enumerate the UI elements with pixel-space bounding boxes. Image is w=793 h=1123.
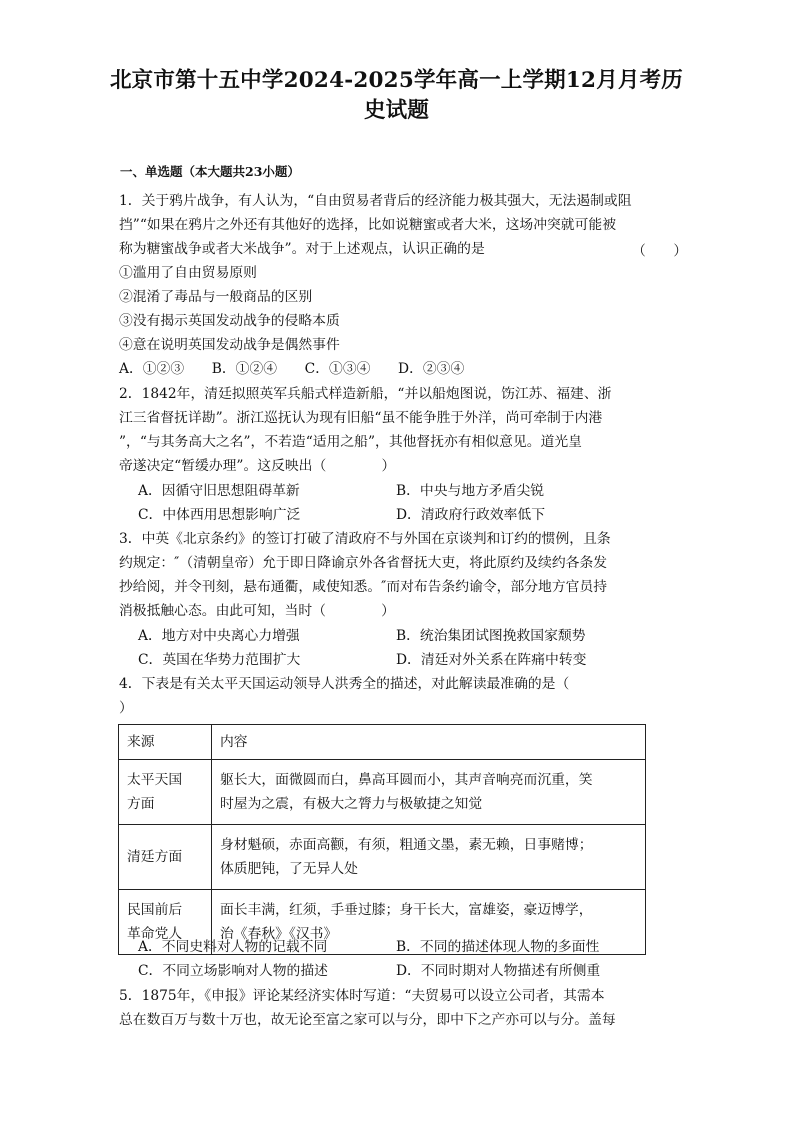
q2-stem-line: 2．1842年，清廷拟照英军兵船式样造新船，“并以船炮图说，饬江苏、福建、浙	[119, 386, 612, 402]
table-cell-source	[119, 760, 212, 825]
cell-line: 面长丰满，红须，手垂过膝；身干长大，富雄姿，豪迈博学，	[220, 902, 593, 918]
q1-item: ①滥用了自由贸易原则	[119, 265, 257, 281]
q4-option-a: A．不同史料对人物的记载不同	[138, 939, 328, 955]
table-header-source: 来源	[119, 725, 212, 760]
q3-stem-line: 抄给阅，并令刊刻，悬布通衢，咸使知悉。″而对布告条约谕令，部分地方官员持	[119, 579, 608, 595]
q2-stem-line: ”，“与其务高大之名”，不若造“适用之船”，其他督抚亦有相似意见。道光皇	[119, 434, 582, 450]
cell-line: 清廷方面	[127, 849, 183, 865]
q2-stem-line: 帝遂决定“暂缓办理”。这反映出（ ）	[119, 458, 396, 474]
cell-line: 躯长大，面微圆而白，鼻高耳圆而小，其声音响亮而沉重，笑	[220, 772, 593, 788]
q3-option-d: D．清廷对外关系在阵痛中转变	[396, 652, 587, 668]
q4-option-d: D．不同时期对人物描述有所侧重	[396, 963, 601, 979]
cell-line: 太平天国	[127, 772, 183, 788]
q2-option-c: C．中体西用思想影响广泛	[138, 507, 301, 523]
q5-stem-line: 5．1875年，《申报》评论某经济实体时写道：“夫贸易可以设立公司者，其需本	[119, 988, 605, 1004]
q3-stem-line: 消极抵触心态。由此可知，当时（ ）	[119, 603, 395, 619]
cell-line: 革命党人	[127, 926, 183, 942]
table-cell-source	[119, 825, 212, 890]
q2-option-a: A．因循守旧思想阻碍革新	[138, 483, 300, 499]
table-header-row	[119, 725, 646, 760]
q1-stem-line: 1．关于鸦片战争，有人认为，“自由贸易者背后的经济能力极其强大，无法遏制或阻	[119, 193, 632, 209]
q4-option-c: C．不同立场影响对人物的描述	[138, 963, 328, 979]
q5-stem-line: 总在数百万与数十万也，故无论至富之家可以与分，即中下之产亦可以与分。盖每	[119, 1012, 616, 1028]
q1-item: ③没有揭示英国发动战争的侵略本质	[119, 313, 340, 329]
exam-title-line1: 北京市第十五中学2024-2025学年高一上学期12月月考历	[109, 68, 684, 93]
q1-stem-line: 挡”“如果在鸦片之外还有其他好的选择，比如说糖蜜或者大米，这场冲突就可能被	[119, 217, 616, 233]
q1-item: ②混淆了毒品与一般商品的区别	[119, 289, 313, 305]
q2-stem-line: 江三省督抚详勘”。浙江巡抚认为现有旧船“虽不能争胜于外洋，尚可牵制于内港	[119, 410, 603, 426]
section-heading: 一、单选题（本大题共23小题）	[120, 164, 300, 179]
q3-stem-line: 3．中英《北京条约》的签订打破了清政府不与外国在京谈判和订约的惯例，且条	[119, 531, 611, 547]
q3-option-c: C．英国在华势力范围扩大	[138, 652, 301, 668]
table-cell-content	[212, 760, 646, 825]
cell-line: 方面	[127, 796, 155, 812]
q2-option-d: D．清政府行政效率低下	[396, 507, 546, 523]
q3-option-a: A．地方对中央离心力增强	[138, 628, 300, 644]
cell-line: 身材魁硕，赤面高颧，有须，粗通文墨，素无赖，日事赌博；	[220, 837, 593, 853]
exam-title-line2: 史试题	[363, 98, 430, 123]
table-row	[119, 760, 646, 825]
cell-line: 体质肥钝，了无异人处	[220, 861, 358, 877]
q4-stem-line: ）	[119, 700, 133, 716]
cell-line: 治《春秋》《汉书》	[220, 926, 338, 942]
q3-stem-line: 约规定：″（清朝皇帝）允于即日降谕京外各省督抚大吏，将此原约及续约各条发	[119, 555, 608, 571]
q3-option-b: B．统治集团试图挽救国家颓势	[396, 628, 586, 644]
table-header-content: 内容	[212, 725, 646, 760]
q1-options: A．①②③ B．①②④ C．①③④ D．②③④	[119, 361, 465, 377]
q4-source-table	[118, 724, 646, 955]
q4-option-b: B．不同的描述体现人物的多面性	[396, 939, 600, 955]
q1-stem-line: 称为糖蜜战争或者大米战争”。对于上述观点，认识正确的是	[119, 241, 485, 257]
cell-line: 民国前后	[127, 902, 183, 918]
q2-option-b: B．中央与地方矛盾尖锐	[396, 483, 545, 499]
q4-stem-line: 4．下表是有关太平天国运动领导人洪秀全的描述，对此解读最准确的是（	[119, 676, 570, 692]
q1-answer-paren: （ ）	[632, 243, 688, 259]
table-row	[119, 825, 646, 890]
q1-item: ④意在说明英国发动战争是偶然事件	[119, 337, 340, 353]
cell-line: 时屋为之震，有极大之膂力与极敏捷之知觉	[220, 796, 483, 812]
table-cell-content	[212, 825, 646, 890]
